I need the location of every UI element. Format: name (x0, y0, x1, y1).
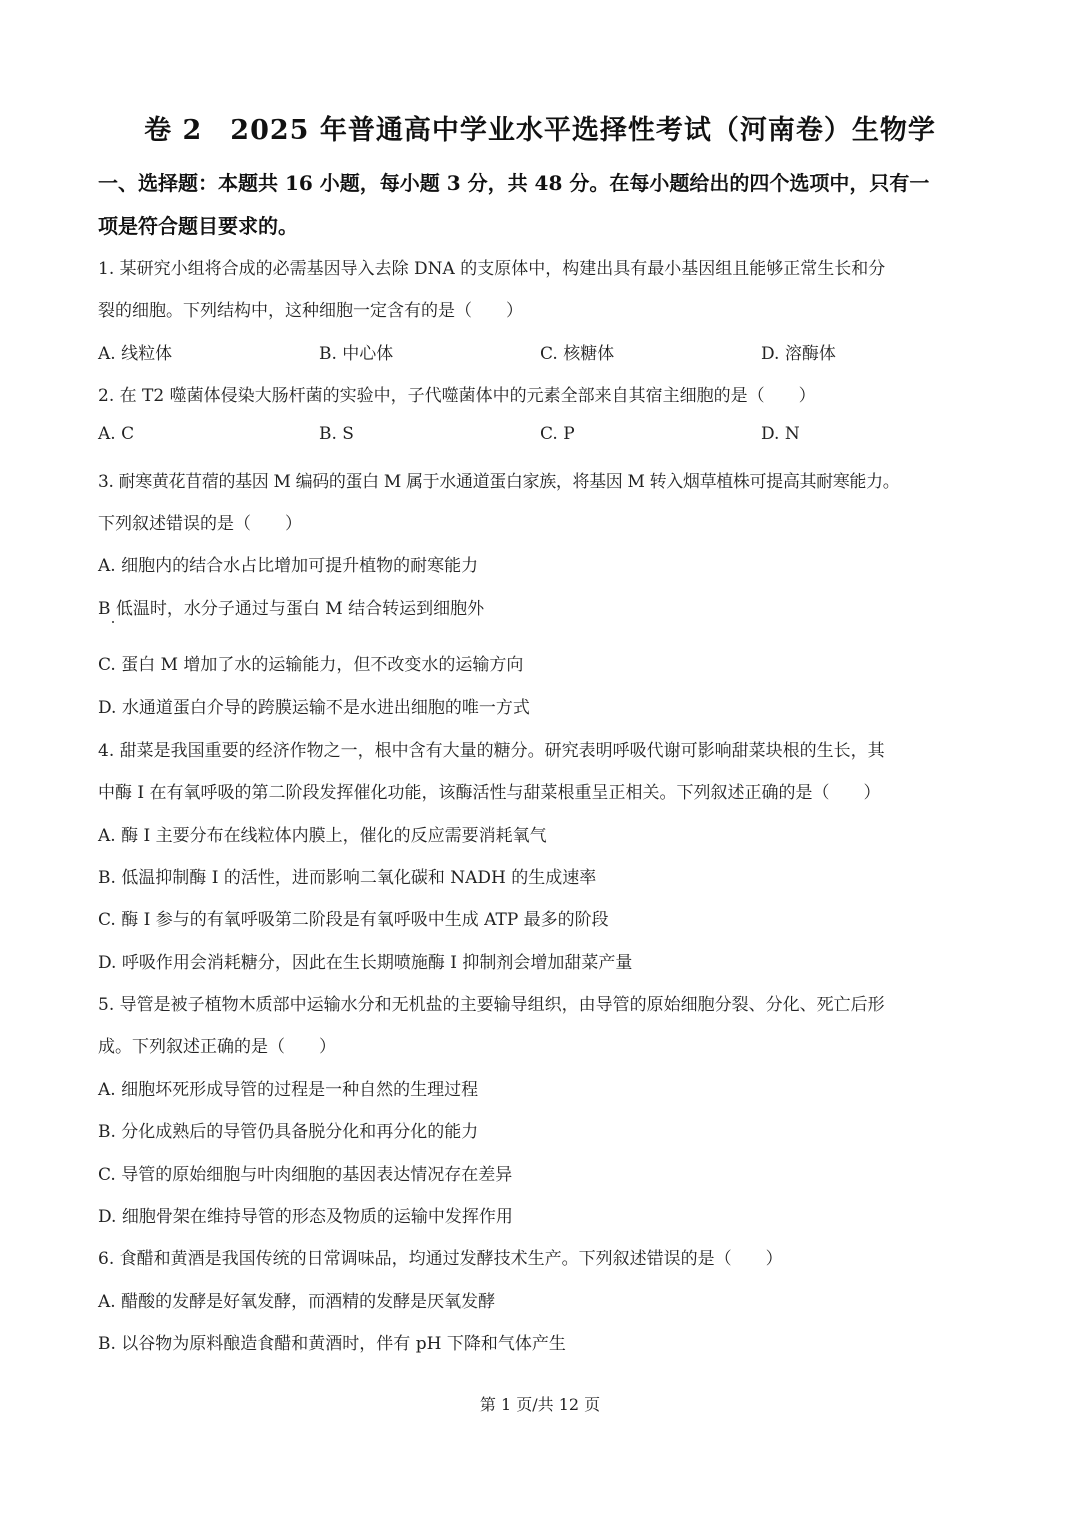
q2-option-a: A. C (98, 424, 135, 444)
stray-dot-mark (112, 621, 114, 623)
page-title: 卷 2 2025 年普通高中学业水平选择性考试（河南卷）生物学 (144, 115, 936, 146)
q2-option-b: B. S (319, 424, 354, 444)
q2-option-d: D. N (761, 424, 800, 444)
q4-stem-line-2: 中酶 Ⅰ 在有氧呼吸的第二阶段发挥催化功能，该酶活性与甜菜根重呈正相关。下列叙述正确的是（ ） (98, 783, 881, 803)
q5-stem-line-2: 成。下列叙述正确的是（ ） (98, 1037, 336, 1057)
q5-option-a: A. 细胞坏死形成导管的过程是一种自然的生理过程 (98, 1080, 479, 1100)
q3-option-d: D. 水通道蛋白介导的跨膜运输不是水进出细胞的唯一方式 (98, 698, 530, 718)
q3-stem-line-2: 下列叙述错误的是（ ） (98, 514, 302, 534)
q4-option-a: A. 酶 Ⅰ 主要分布在线粒体内膜上，催化的反应需要消耗氧气 (98, 826, 547, 846)
q1-option-a: A. 线粒体 (98, 344, 173, 364)
page-number-footer: 第 1 页/共 12 页 (479, 1395, 601, 1414)
q4-option-c: C. 酶 Ⅰ 参与的有氧呼吸第二阶段是有氧呼吸中生成 ATP 最多的阶段 (98, 910, 609, 930)
q6-stem-line-1: 6. 食醋和黄酒是我国传统的日常调味品，均通过发酵技术生产。下列叙述错误的是（ ） (98, 1249, 783, 1269)
q3-stem-line-1: 3. 耐寒黄花苜蓿的基因 M 编码的蛋白 M 属于水通道蛋白家族，将基因 M 转入烟草植株可提高其耐寒能力。 (98, 472, 900, 492)
q1-stem-line-2: 裂的细胞。下列结构中，这种细胞一定含有的是（ ） (98, 301, 523, 321)
q5-option-b: B. 分化成熟后的导管仍具备脱分化和再分化的能力 (98, 1122, 479, 1142)
q1-option-b: B. 中心体 (319, 344, 394, 364)
q6-option-a: A. 醋酸的发酵是好氧发酵，而酒精的发酵是厌氧发酵 (98, 1292, 496, 1312)
section-heading-line-1: 一、选择题：本题共 16 小题，每小题 3 分，共 48 分。在每小题给出的四个选项中，只有一 (98, 171, 930, 195)
q1-option-d: D. 溶酶体 (761, 344, 836, 364)
q6-option-b: B. 以谷物为原料酿造食醋和黄酒时，伴有 pH 下降和气体产生 (98, 1334, 566, 1354)
q5-stem-line-1: 5. 导管是被子植物木质部中运输水分和无机盐的主要输导组织，由导管的原始细胞分裂、分化、死亡后形 (98, 995, 885, 1015)
q4-stem-line-1: 4. 甜菜是我国重要的经济作物之一，根中含有大量的糖分。研究表明呼吸代谢可影响甜菜块根的生长，其 (98, 741, 885, 761)
q4-option-b: B. 低温抑制酶 Ⅰ 的活性，进而影响二氧化碳和 NADH 的生成速率 (98, 868, 597, 888)
q2-stem-line-1: 2. 在 T2 噬菌体侵染大肠杆菌的实验中，子代噬菌体中的元素全部来自其宿主细胞的是（ ） (98, 386, 816, 406)
q3-option-b: B 低温时，水分子通过与蛋白 M 结合转运到细胞外 (98, 599, 485, 619)
section-heading-line-2: 项是符合题目要求的。 (98, 214, 298, 238)
q3-option-a: A. 细胞内的结合水占比增加可提升植物的耐寒能力 (98, 556, 479, 576)
q1-stem-line-1: 1. 某研究小组将合成的必需基因导入去除 DNA 的支原体中，构建出具有最小基因组且能够正常生长和分 (98, 259, 886, 279)
q1-option-c: C. 核糖体 (540, 344, 615, 364)
q3-option-c: C. 蛋白 M 增加了水的运输能力，但不改变水的运输方向 (98, 655, 524, 675)
q4-option-d: D. 呼吸作用会消耗糖分，因此在生长期喷施酶 Ⅰ 抑制剂会增加甜菜产量 (98, 953, 633, 973)
q2-option-c: C. P (540, 424, 575, 444)
q5-option-d: D. 细胞骨架在维持导管的形态及物质的运输中发挥作用 (98, 1207, 513, 1227)
q5-option-c: C. 导管的原始细胞与叶肉细胞的基因表达情况存在差异 (98, 1165, 513, 1185)
